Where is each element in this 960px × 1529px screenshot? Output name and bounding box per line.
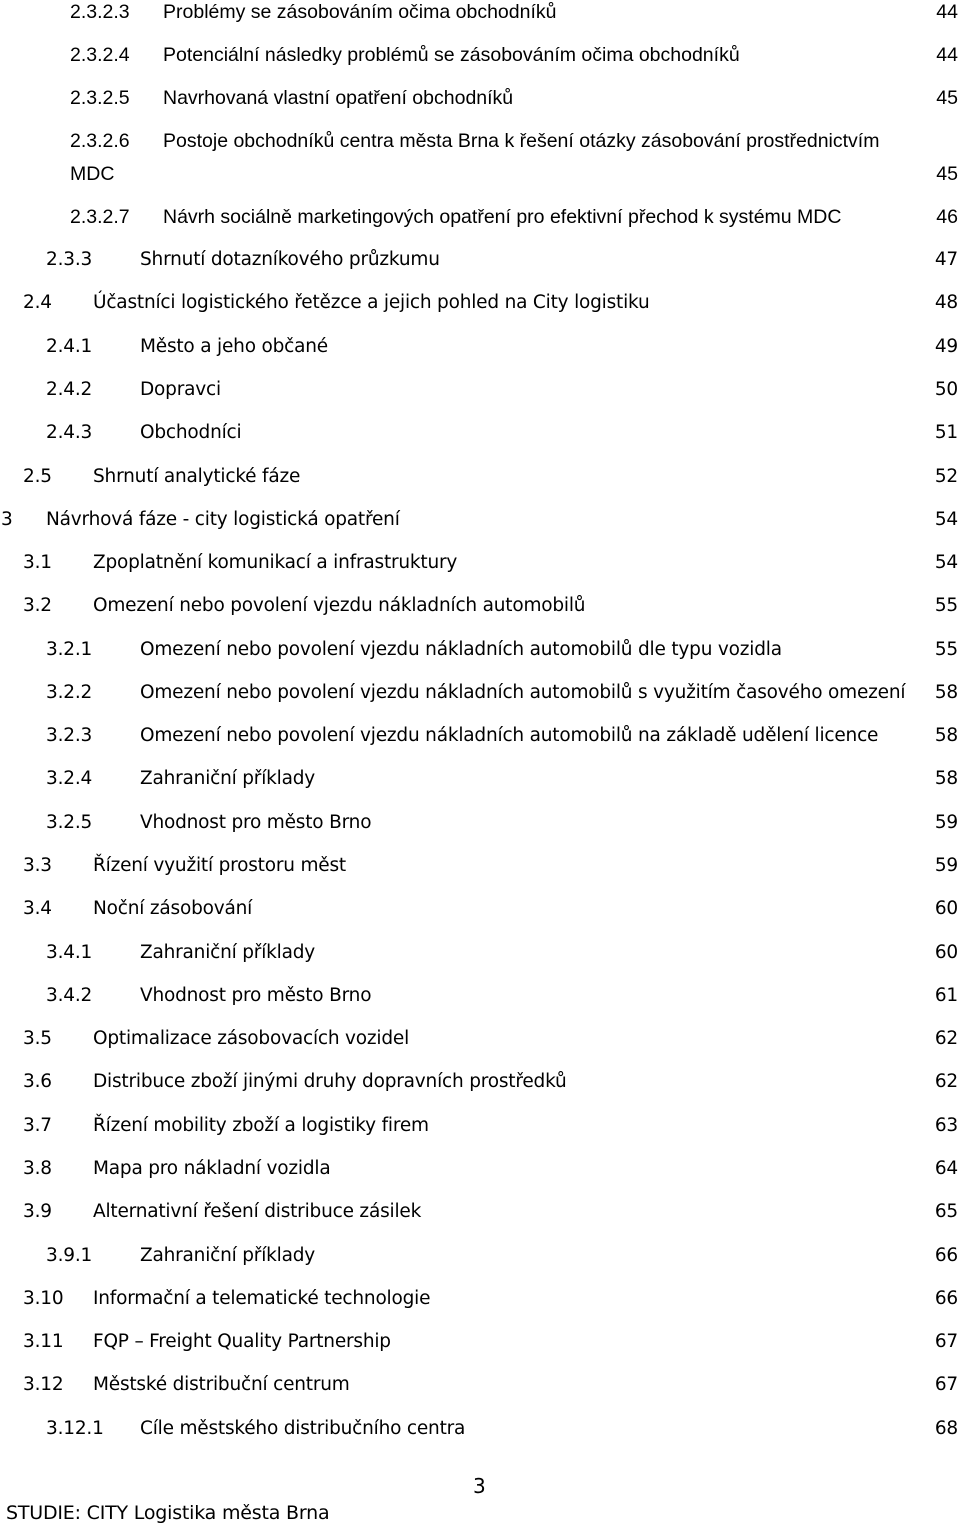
toc-entry-page: 50 — [934, 379, 958, 400]
toc-entry-number: 2.4 — [23, 292, 52, 313]
toc-entry-title: Omezení nebo povolení vjezdu nákladních automobilů dle typu vozidla — [140, 639, 782, 660]
toc-entry-number: 3.9 — [23, 1201, 52, 1222]
toc-entry[interactable] — [0, 334, 960, 360]
toc-entry-number: 2.4.1 — [46, 336, 93, 357]
toc-entry-number: 3.4 — [23, 898, 52, 919]
toc-entry[interactable] — [0, 896, 960, 922]
toc-entry[interactable] — [0, 1069, 960, 1095]
toc-entry[interactable] — [0, 1113, 960, 1139]
toc-entry[interactable] — [0, 1286, 960, 1312]
toc-entry-number: 2.3.3 — [46, 249, 93, 270]
toc-entry[interactable] — [0, 85, 960, 111]
toc-entry-title: Postoje obchodníků centra města Brna k řešení otázky zásobování prostřednictvím — [163, 130, 880, 152]
toc-entry-page: 62 — [934, 1028, 958, 1049]
toc-entry-title: Účastníci logistického řetězce a jejich pohled na City logistiku — [93, 292, 650, 313]
toc-entry-title: Distribuce zboží jinými druhy dopravních prostředků — [93, 1071, 567, 1092]
toc-entry-page: 62 — [934, 1071, 958, 1092]
toc-entry-page: 59 — [934, 812, 958, 833]
toc-entry[interactable] — [0, 1329, 960, 1355]
toc-entry-page: 47 — [934, 249, 958, 270]
toc-entry-title: Noční zásobování — [93, 898, 253, 919]
toc-entry-page: 55 — [934, 595, 958, 616]
toc-entry-number: 3.4.1 — [46, 942, 93, 963]
toc-entry-title: Zahraniční příklady — [140, 942, 316, 963]
toc-entry[interactable] — [0, 42, 960, 68]
toc-entry-number: 3.12 — [23, 1374, 64, 1395]
toc-entry[interactable] — [0, 290, 960, 316]
toc-entry-title: Zahraniční příklady — [140, 768, 316, 789]
toc-entry[interactable] — [0, 593, 960, 619]
toc-entry-page: 66 — [934, 1245, 958, 1266]
toc-entry-number: 3.2.2 — [46, 682, 93, 703]
toc-entry-title: FQP – Freight Quality Partnership — [93, 1331, 391, 1352]
toc-entry-number: 2.3.2.6 — [70, 130, 130, 152]
toc-entry-title-continuation: MDC — [70, 163, 115, 185]
toc-entry[interactable] — [0, 128, 960, 154]
toc-entry[interactable] — [0, 1243, 960, 1269]
toc-entry-page: 60 — [934, 898, 958, 919]
toc-entry-page: 59 — [934, 855, 958, 876]
toc-entry[interactable] — [0, 766, 960, 792]
toc-entry-number: 3.8 — [23, 1158, 52, 1179]
toc-entry-page: 67 — [934, 1331, 958, 1352]
toc-entry[interactable] — [0, 853, 960, 879]
toc-entry-page: 66 — [934, 1288, 958, 1309]
toc-entry-page: 67 — [934, 1374, 958, 1395]
toc-entry-number: 2.3.2.5 — [70, 87, 130, 109]
toc-entry[interactable] — [0, 983, 960, 1009]
toc-entry-number: 3.6 — [23, 1071, 52, 1092]
toc-entry[interactable] — [0, 1026, 960, 1052]
toc-entry-page: 58 — [934, 682, 958, 703]
toc-entry-page: 52 — [934, 466, 958, 487]
toc-entry-page: 49 — [934, 336, 958, 357]
toc-entry-number: 3.2.4 — [46, 768, 93, 789]
toc-entry-title: Návrh sociálně marketingových opatření pro efektivní přechod k systému MDC — [163, 206, 842, 228]
toc-entry-number: 3.2.3 — [46, 725, 93, 746]
toc-entry-title: Omezení nebo povolení vjezdu nákladních automobilů — [93, 595, 586, 616]
toc-entry[interactable] — [0, 377, 960, 403]
toc-entry-page: 54 — [934, 552, 958, 573]
toc-entry[interactable] — [0, 637, 960, 663]
toc-entry-title: Shrnutí analytické fáze — [93, 466, 301, 487]
toc-entry-title: Omezení nebo povolení vjezdu nákladních automobilů s využitím časového omezení — [140, 682, 906, 703]
toc-entry[interactable] — [0, 940, 960, 966]
toc-entry-title: Návrhová fáze - city logistická opatření — [46, 509, 400, 530]
toc-entry[interactable] — [0, 550, 960, 576]
toc-entry-number: 3.11 — [23, 1331, 64, 1352]
toc-entry[interactable] — [0, 247, 960, 273]
toc-entry-title: Městské distribuční centrum — [93, 1374, 350, 1395]
toc-entry-title: Zahraniční příklady — [140, 1245, 316, 1266]
toc-entry[interactable] — [0, 420, 960, 446]
toc-entry-page: 60 — [934, 942, 958, 963]
toc-entry-number: 3 — [1, 509, 13, 530]
toc-entry-page: 45 — [936, 87, 958, 109]
toc-entry-number: 3.1 — [23, 552, 52, 573]
toc-entry-title: Vhodnost pro město Brno — [140, 812, 372, 833]
toc-entry-title: Alternativní řešení distribuce zásilek — [93, 1201, 422, 1222]
toc-entry[interactable] — [0, 723, 960, 749]
toc-entry[interactable] — [0, 1156, 960, 1182]
toc-entry-title: Zpoplatnění komunikací a infrastruktury — [93, 552, 458, 573]
toc-entry[interactable] — [0, 1199, 960, 1225]
toc-entry-title: Dopravci — [140, 379, 221, 400]
toc-entry-title: Řízení mobility zboží a logistiky firem — [93, 1115, 429, 1136]
toc-entry-page: 64 — [934, 1158, 958, 1179]
toc-entry-title: Mapa pro nákladní vozidla — [93, 1158, 331, 1179]
toc-entry-page: 54 — [934, 509, 958, 530]
toc-entry-number: 2.3.2.3 — [70, 1, 130, 23]
toc-entry-number: 2.4.2 — [46, 379, 93, 400]
toc-entry-title: Cíle městského distribučního centra — [140, 1418, 466, 1439]
toc-entry-title: Obchodníci — [140, 422, 242, 443]
toc-entry-page: 45 — [936, 163, 958, 185]
toc-entry-title: Řízení využití prostoru měst — [93, 855, 346, 876]
toc-entry-title: Problémy se zásobováním očima obchodníků — [163, 1, 557, 23]
toc-entry[interactable] — [0, 464, 960, 490]
toc-entry-page: 44 — [936, 44, 958, 66]
toc-entry-page: 46 — [936, 206, 958, 228]
toc-entry-number: 3.2.5 — [46, 812, 93, 833]
toc-entry-number: 3.5 — [23, 1028, 52, 1049]
toc-entry-number: 3.2 — [23, 595, 52, 616]
toc-entry-number: 3.10 — [23, 1288, 64, 1309]
toc-entry-title: Město a jeho občané — [140, 336, 328, 357]
toc-entry-page: 65 — [934, 1201, 958, 1222]
toc-entry-page: 58 — [934, 768, 958, 789]
toc-entry-number: 3.12.1 — [46, 1418, 104, 1439]
toc-entry-page: 48 — [934, 292, 958, 313]
toc-entry-number: 3.9.1 — [46, 1245, 93, 1266]
toc-entry[interactable] — [0, 1416, 960, 1442]
toc-entry-page: 61 — [934, 985, 958, 1006]
toc-entry-title: Navrhovaná vlastní opatření obchodníků — [163, 87, 514, 109]
toc-entry[interactable] — [0, 680, 960, 706]
toc-entry-continuation — [0, 161, 960, 187]
toc-entry-page: 63 — [934, 1115, 958, 1136]
toc-entry[interactable] — [0, 204, 960, 230]
toc-entry-number: 3.7 — [23, 1115, 52, 1136]
toc-entry-number: 3.4.2 — [46, 985, 93, 1006]
toc-entry-title: Shrnutí dotazníkového průzkumu — [140, 249, 440, 270]
toc-entry-page: 51 — [934, 422, 958, 443]
toc-entry-number: 3.2.1 — [46, 639, 93, 660]
toc-entry[interactable] — [0, 810, 960, 836]
toc-entry-page: 58 — [934, 725, 958, 746]
toc-entry-number: 2.3.2.4 — [70, 44, 130, 66]
toc-entry-number: 3.3 — [23, 855, 52, 876]
toc-entry-page: 44 — [936, 1, 958, 23]
toc-entry-title: Potenciální následky problémů se zásobováním očima obchodníků — [163, 44, 740, 66]
toc-entry-number: 2.3.2.7 — [70, 206, 130, 228]
toc-entry[interactable] — [0, 0, 960, 25]
toc-entry-title: Vhodnost pro město Brno — [140, 985, 372, 1006]
toc-entry[interactable] — [0, 1372, 960, 1398]
toc-entry-title: Informační a telematické technologie — [93, 1288, 431, 1309]
page-number: 3 — [473, 1474, 486, 1498]
toc-entry-title: Optimalizace zásobovacích vozidel — [93, 1028, 410, 1049]
toc-entry-number: 2.5 — [23, 466, 52, 487]
toc-entry-page: 68 — [934, 1418, 958, 1439]
toc-entry[interactable] — [0, 507, 960, 533]
toc-entry-title: Omezení nebo povolení vjezdu nákladních automobilů na základě udělení licence — [140, 725, 879, 746]
document-title: STUDIE: CITY Logistika města Brna — [6, 1502, 330, 1524]
toc-entry-page: 55 — [934, 639, 958, 660]
toc-entry-number: 2.4.3 — [46, 422, 93, 443]
